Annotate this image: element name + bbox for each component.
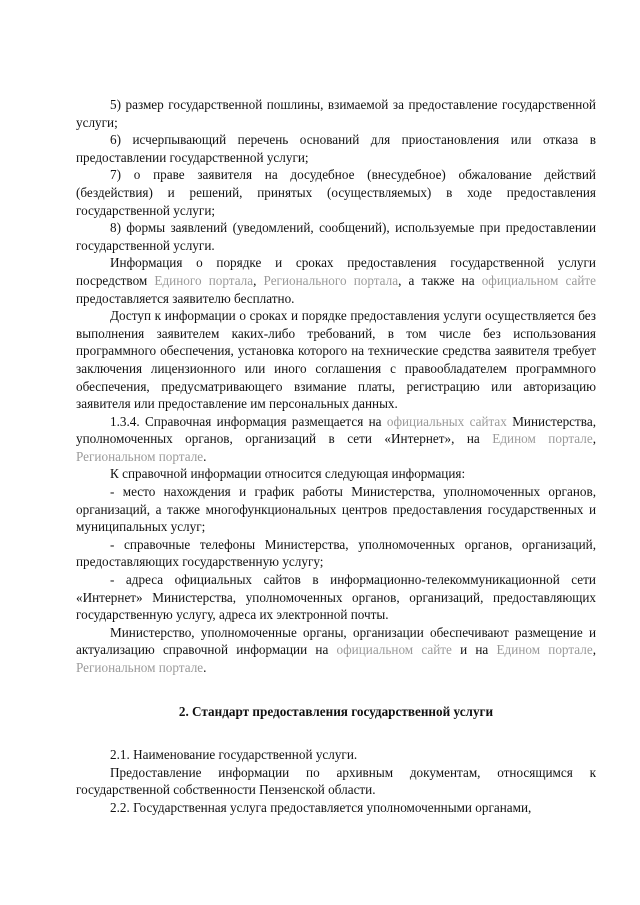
text-segment: и на: [451, 642, 497, 658]
list-item-7: 7) о праве заявителя на досудебное (внесудебное) обжалование действий (бездействия) и решений, принятых (осуществляемых) в ходе предоставления государственной услуги;: [76, 167, 596, 218]
link-unified-portal[interactable]: Едином портале: [496, 642, 593, 658]
paragraph-access: Доступ к информации о сроках и порядке предоставления услуги осуществляется без выполнения заявителем каких-либо требований, в том числе без использования программного обеспечения, установка которого на технические средства заявителя требует заключения лицензионного или иного соглашения с правообладателем программного обеспечения, предусматривающего взимание платы, регистрацию или авторизацию заявителя или предоставление им персональных данных.: [76, 308, 596, 412]
text-segment: ,: [592, 642, 596, 658]
section-heading: 2. Стандарт предоставления государственной услуги: [178, 703, 494, 719]
paragraph-2-1: 2.1. Наименование государственной услуги.: [110, 747, 358, 763]
list-item-5: 5) размер государственной пошлины, взимаемой за предоставление государственной услуги;: [76, 97, 596, 130]
text-segment: Информация о порядке и сроках предоставления государственной услуги посредством: [76, 255, 596, 288]
paragraph-1-3-4: [76, 413, 596, 466]
text-segment: .: [203, 448, 207, 464]
bullet-location: - место нахождения и график работы Министерства, уполномоченных органов, организаций, а также многофункциональных центров предоставления государственных и муниципальных услуг;: [76, 484, 596, 535]
text-segment: .: [203, 660, 207, 675]
paragraph-service-name: Предоставление информации по архивным документам, относящимся к государственной собственности Пензенской области.: [76, 764, 596, 798]
spacer: [76, 720, 596, 746]
text-segment: предоставляется заявителю бесплатно.: [76, 290, 295, 306]
link-regional-portal[interactable]: Региональном портале: [76, 448, 204, 464]
paragraph-2-2: 2.2. Государственная услуга предоставляется уполномоченными органами,: [110, 799, 532, 815]
paragraph-reference-intro: К справочной информации относится следующая информация:: [110, 466, 466, 482]
link-regional-portal[interactable]: Региональном портале: [76, 660, 204, 675]
link-unified-portal[interactable]: Единого портала: [154, 272, 254, 288]
link-official-site[interactable]: официальном сайте: [481, 272, 596, 288]
link-regional-portal[interactable]: Регионального портала: [263, 272, 399, 288]
paragraph-ministry: [76, 624, 596, 677]
text-segment: 1.3.4. Справочная информация размещается на: [110, 413, 387, 429]
text-segment: ,: [253, 272, 264, 288]
link-unified-portal[interactable]: Едином портале: [492, 431, 593, 447]
link-official-site[interactable]: официальном сайте: [336, 642, 452, 658]
text-segment: ,: [592, 431, 597, 447]
link-official-sites[interactable]: официальных сайтах: [386, 413, 507, 429]
bullet-phones: - справочные телефоны Министерства, уполномоченных органов, организаций, предоставляющих государственную услугу;: [76, 536, 596, 570]
paragraph-info-free: [76, 254, 596, 307]
text-segment: , а также на: [398, 272, 482, 288]
bullet-websites: - адреса официальных сайтов в информационно-телекоммуникационной сети «Интернет» Министерства, уполномоченных органов, организаций, предоставляющих государственную услугу, адреса их электронной почты.: [76, 572, 596, 623]
list-item-6: 6) исчерпывающий перечень оснований для приостановления или отказа в предоставлении государственной услуги;: [76, 132, 596, 165]
list-item-8: 8) формы заявлений (уведомлений, сообщений), используемые при предоставлении государственной услуги.: [76, 220, 596, 253]
spacer: [76, 677, 596, 703]
document-body: [76, 96, 596, 817]
text-segment: Министерство, уполномоченные органы, организации обеспечивают размещение и актуализацию справочной информации на: [76, 624, 596, 658]
text-segment: Министерства, уполномоченных органов, организаций в сети «Интернет», на: [76, 413, 596, 447]
